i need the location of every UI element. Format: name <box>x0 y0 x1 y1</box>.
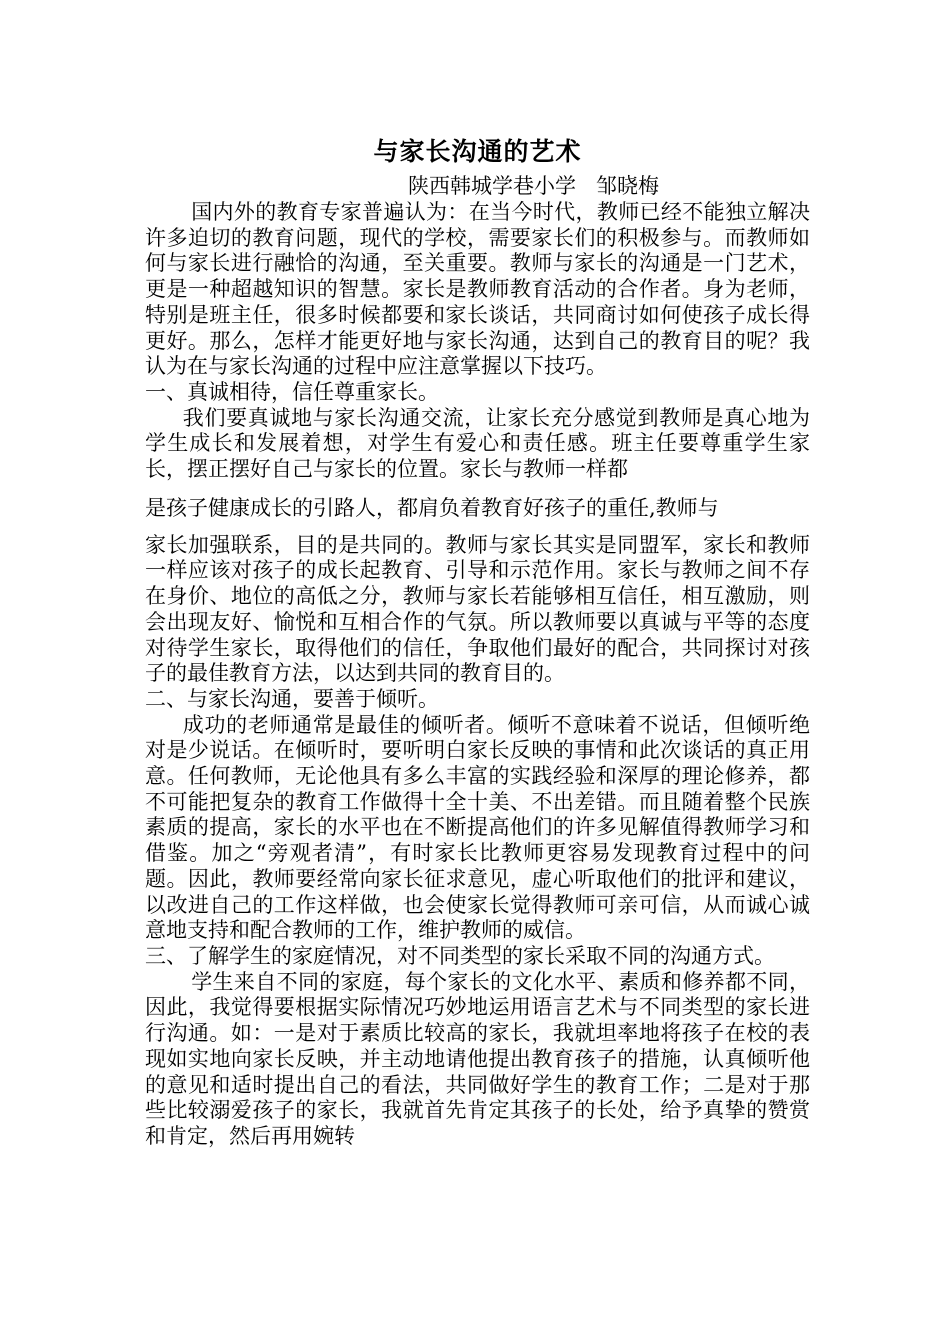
section-1-paragraph-part-1: 我们要真诚地与家长沟通交流，让家长充分感觉到教师是真心地为学生成长和发展着想，对学生有爱心和责任感。班主任要尊重学生家长，摆正摆好自己与家长的位置。家长与教师一样都 <box>145 405 810 482</box>
author-name: 邹晓梅 <box>596 174 660 198</box>
intro-paragraph: 国内外的教育专家普遍认为：在当今时代，教师已经不能独立解决许多迫切的教育问题，现代的学校，需要家长们的积极参与。而教师如何与家长进行融恰的沟通，至关重要。教师与家长的沟通是一门艺术，更是一种超越知识的智慧。家长是教师教育活动的合作者。身为老师，特别是班主任，很多时候都要和家长谈话，共同商讨如何使孩子成长得更好。那么，怎样才能更好地与家长沟通，达到自己的教育目的呢？我认为在与家长沟通的过程中应注意掌握以下技巧。 <box>145 200 810 379</box>
author-spacer <box>576 174 596 198</box>
section-1-heading: 一、真诚相待，信任尊重家长。 <box>145 379 439 404</box>
section-1-paragraph-part-3: 家长加强联系，目的是共同的。教师与家长其实是同盟军，家长和教师一样应该对孩子的成长起教育、引导和示范作用。家长与教师之间不存在身价、地位的高低之分，教师与家长若能够相互信任，相互激励，则会出现友好、愉悦和互相合作的气氛。所以教师要以真诚与平等的态度对待学生家长，取得他们的信任，争取他们最好的配合，共同探讨对孩子的最佳教育方法，以达到共同的教育目的。 <box>145 532 810 686</box>
document-page <box>145 132 810 1150</box>
section-2-paragraph: 成功的老师通常是最佳的倾听者。倾听不意味着不说话，但倾听绝对是少说话。在倾听时，要听明白家长反映的事情和此次谈话的真正用意。任何教师，无论他具有多么丰富的实践经验和深厚的理论修养，都不可能把复杂的教育工作做得十全十美、不出差错。而且随着整个民族素质的提高，家长的水平也在不断提高他们的许多见解值得教师学习和借鉴。加之“旁观者清”，有时家长比教师更容易发现教育过程中的问题。因此，教师要经常向家长征求意见，虚心听取他们的批评和建议，以改进自己的工作这样做，也会使家长觉得教师可亲可信，从而诚心诚意地支持和配合教师的工作，维护教师的威信。 <box>145 712 810 943</box>
section-3-paragraph: 学生来自不同的家庭，每个家长的文化水平、素质和修养都不同，因此，我觉得要根据实际情况巧妙地运用语言艺术与不同类型的家长进行沟通。如：一是对于素质比较高的家长，我就坦率地将孩子在校的表现如实地向家长反映，并主动地请他提出教育孩子的措施，认真倾听他的意见和适时提出自己的看法，共同做好学生的教育工作；二是对于那些比较溺爱孩子的家长，我就首先肯定其孩子的长处，给予真挚的赞赏和肯定，然后再用婉转 <box>145 969 810 1148</box>
document-title: 与家长沟通的艺术 <box>373 137 582 166</box>
section-1-paragraph-part-2: 是孩子健康成长的引路人，都肩负着教育好孩子的重任,教师与 <box>145 495 719 520</box>
author-line <box>145 172 810 200</box>
section-2-heading: 二、与家长沟通，要善于倾听。 <box>145 686 439 711</box>
section-3-heading: 三、了解学生的家庭情况，对不同类型的家长采取不同的沟通方式。 <box>145 943 775 968</box>
school-name: 陕西韩城学巷小学 <box>408 174 576 198</box>
